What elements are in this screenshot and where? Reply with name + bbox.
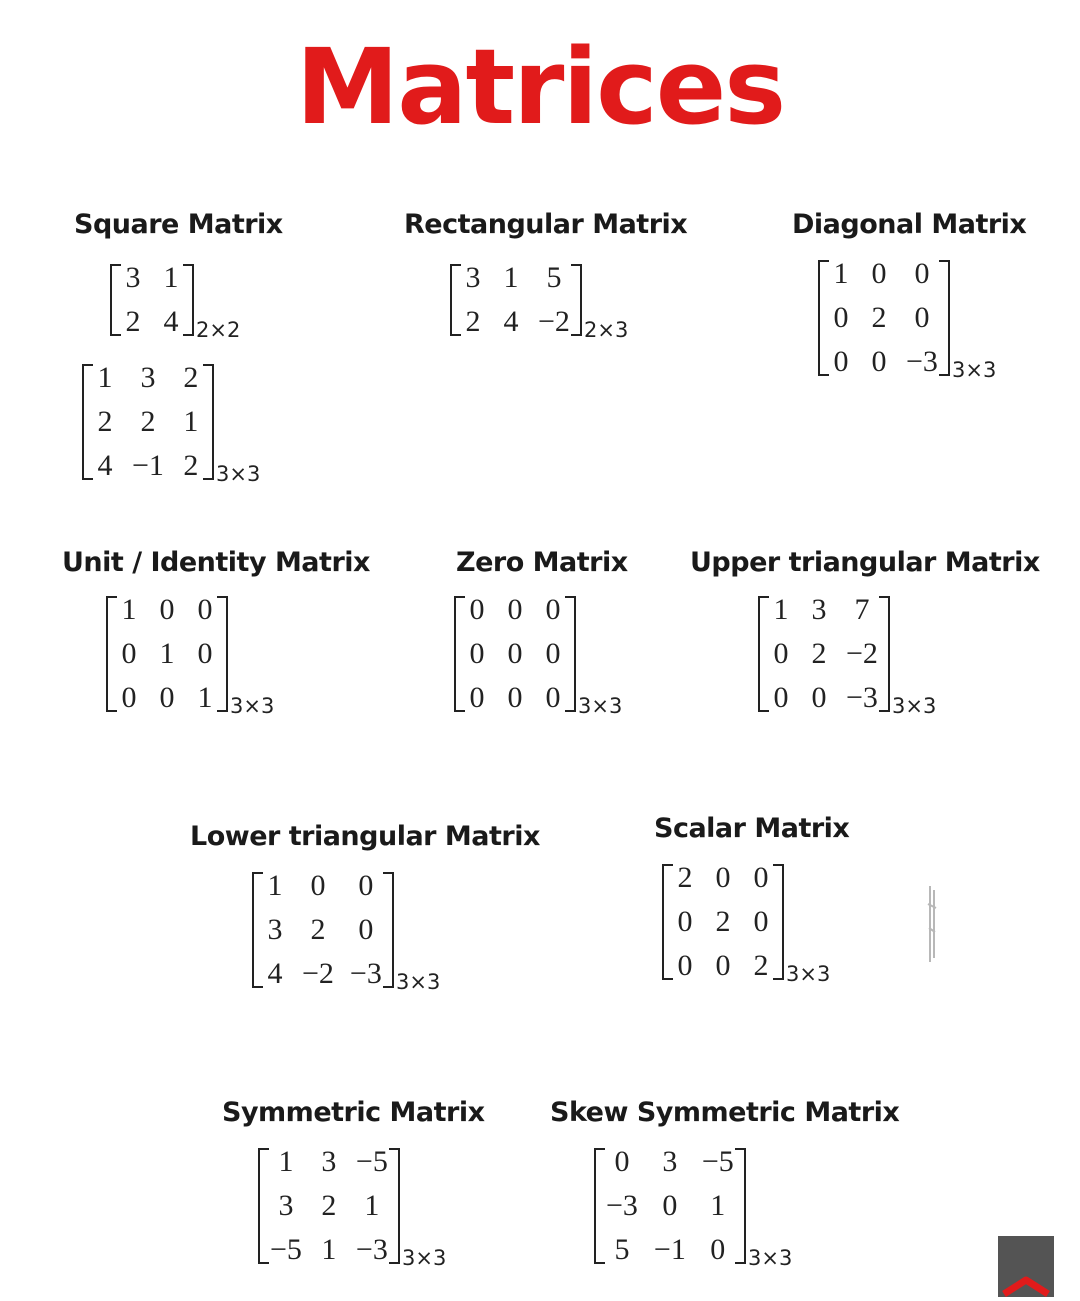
matrix-cell: 1 (710, 1189, 726, 1222)
matrix-cell: 0 (677, 949, 693, 982)
matrix-dimension: 3×3 (748, 1246, 793, 1270)
matrix-cell: 7 (854, 593, 870, 626)
heading-rectangular-matrix: Rectangular Matrix (404, 209, 688, 240)
matrix-cell: 2 (125, 305, 141, 338)
matrix-cell: 0 (159, 681, 175, 714)
heading-lower-triangular-matrix: Lower triangular Matrix (190, 821, 540, 852)
matrix-cell: 1 (833, 257, 849, 290)
matrix-rectangular-2x3 (454, 256, 629, 348)
heading-skew-symmetric-matrix: Skew Symmetric Matrix (550, 1097, 900, 1128)
matrix-cell: 1 (97, 361, 113, 394)
matrix-cell: 0 (545, 637, 561, 670)
matrix-cell: 0 (753, 861, 769, 894)
heading-diagonal-matrix: Diagonal Matrix (792, 209, 1027, 240)
matrix-cell: 0 (871, 257, 887, 290)
matrix-cell: 0 (914, 301, 930, 334)
matrix-cell: 2 (811, 637, 827, 670)
matrix-cell: 0 (469, 681, 485, 714)
matrix-cell: 0 (715, 949, 731, 982)
matrix-cell: −5 (270, 1233, 302, 1266)
matrix-cell: 0 (121, 637, 137, 670)
matrix-cell: −3 (606, 1189, 638, 1222)
matrix-cell: 0 (614, 1145, 630, 1178)
matrix-dimension: 3×3 (402, 1246, 447, 1270)
matrix-cell: −2 (302, 957, 334, 990)
matrix-dimension: 3×3 (786, 962, 831, 986)
matrix-cell: 0 (121, 681, 137, 714)
matrix-cell: 0 (159, 593, 175, 626)
heading-symmetric-matrix: Symmetric Matrix (222, 1097, 485, 1128)
matrix-cell: 0 (811, 681, 827, 714)
matrix-cell: 1 (159, 637, 175, 670)
matrix-cell: 0 (914, 257, 930, 290)
matrix-cell: −3 (349, 957, 382, 990)
matrix-square-2x2 (114, 256, 241, 348)
heading-upper-triangular-matrix: Upper triangular Matrix (690, 547, 1040, 578)
matrix-cell: 0 (773, 681, 789, 714)
matrix-brackets (454, 256, 578, 344)
matrix-brackets (86, 356, 210, 488)
matrix-cell: 2 (97, 405, 113, 438)
matrix-cell: −3 (906, 345, 938, 378)
matrix-cell: 3 (125, 261, 141, 294)
matrix-cell: −2 (846, 637, 878, 670)
matrix-cell: 5 (614, 1233, 630, 1266)
matrix-cell: 1 (773, 593, 789, 626)
matrix-diagonal-3x3 (822, 252, 997, 388)
heading-zero-matrix: Zero Matrix (456, 547, 628, 578)
matrix-cell: 0 (753, 905, 769, 938)
matrix-dimension: 3×3 (952, 358, 997, 382)
matrix-skew-symmetric-3x3 (598, 1140, 793, 1276)
matrix-brackets (762, 588, 886, 720)
matrix-cell: 0 (545, 593, 561, 626)
heading-identity-matrix: Unit / Identity Matrix (62, 547, 370, 578)
matrix-cell: 0 (833, 345, 849, 378)
matrix-cell: 0 (197, 593, 213, 626)
matrix-cell: 0 (358, 869, 374, 902)
matrix-scalar-3x3 (666, 856, 831, 992)
matrix-brackets (114, 256, 190, 344)
matrix-cell: 0 (310, 869, 326, 902)
matrix-cell: −2 (538, 305, 570, 338)
matrix-square-3x3 (86, 356, 261, 492)
matrix-cell: 4 (97, 449, 113, 482)
matrix-brackets (458, 588, 572, 720)
matrix-cell: −5 (701, 1145, 734, 1178)
matrix-cell: 0 (715, 861, 731, 894)
matrix-cell: 3 (662, 1145, 678, 1178)
matrix-cell: 1 (278, 1145, 294, 1178)
matrix-cell: 0 (662, 1189, 678, 1222)
matrix-cell: 3 (321, 1145, 337, 1178)
matrix-cell: 4 (267, 957, 283, 990)
matrix-cell: 2 (677, 861, 693, 894)
matrix-symmetric-3x3 (262, 1140, 447, 1276)
matrix-cell: 1 (197, 681, 213, 714)
matrix-cell: 0 (469, 637, 485, 670)
matrix-cell: 4 (503, 305, 519, 338)
matrix-cell: 2 (140, 405, 156, 438)
matrix-cell: 1 (364, 1189, 380, 1222)
matrix-upper-triangular-3x3 (762, 588, 937, 724)
matrix-cell: −1 (132, 449, 164, 482)
page-title: Matrices (295, 26, 785, 148)
matrix-cell: −5 (355, 1145, 388, 1178)
matrix-cell: 2 (321, 1189, 337, 1222)
matrix-dimension: 3×3 (396, 970, 441, 994)
matrix-cell: −3 (846, 681, 878, 714)
matrix-dimension: 3×3 (578, 694, 623, 718)
matrix-cell: 2 (753, 949, 769, 982)
matrix-cell: 5 (546, 261, 562, 294)
matrix-dimension: 3×3 (216, 462, 261, 486)
matrix-cell: 3 (140, 361, 156, 394)
matrix-brackets (262, 1140, 396, 1272)
matrix-dimension: 3×3 (892, 694, 937, 718)
matrix-zero-3x3 (458, 588, 623, 724)
matrix-cell: 2 (183, 361, 199, 394)
smudge-mark (922, 884, 942, 964)
matrix-cell: 0 (507, 681, 523, 714)
matrix-cell: 0 (677, 905, 693, 938)
matrix-cell: 0 (197, 637, 213, 670)
matrix-brackets (256, 864, 390, 996)
matrix-identity-3x3 (110, 588, 275, 724)
matrix-brackets (822, 252, 946, 384)
matrix-cell: 0 (469, 593, 485, 626)
matrix-cell: 0 (507, 593, 523, 626)
matrix-dimension: 2×3 (584, 318, 629, 342)
matrix-cell: 0 (710, 1233, 726, 1266)
heading-square-matrix: Square Matrix (74, 209, 283, 240)
matrix-cell: 2 (465, 305, 481, 338)
matrix-cell: 1 (121, 593, 137, 626)
matrix-brackets (110, 588, 224, 720)
matrix-lower-triangular-3x3 (256, 864, 441, 1000)
matrix-cell: 0 (833, 301, 849, 334)
chevron-up-icon (998, 1236, 1054, 1297)
matrix-cell: −1 (653, 1233, 686, 1266)
matrix-brackets (598, 1140, 742, 1272)
matrix-cell: 3 (278, 1189, 294, 1222)
matrix-cell: 0 (773, 637, 789, 670)
matrix-cell: 2 (183, 449, 199, 482)
matrix-cell: 1 (267, 869, 283, 902)
matrix-dimension: 2×2 (196, 318, 241, 342)
matrix-cell: 0 (358, 913, 374, 946)
matrix-cell: 1 (183, 405, 199, 438)
matrix-cell: 1 (503, 261, 519, 294)
heading-scalar-matrix: Scalar Matrix (654, 813, 850, 844)
matrix-cell: 2 (871, 301, 887, 334)
matrix-cell: 3 (267, 913, 283, 946)
matrix-cell: 3 (465, 261, 481, 294)
matrix-cell: 1 (321, 1233, 337, 1266)
matrix-cell: 1 (163, 261, 179, 294)
scroll-top-button[interactable] (998, 1236, 1054, 1297)
matrix-cell: 3 (811, 593, 827, 626)
matrix-cell: 2 (310, 913, 326, 946)
matrix-brackets (666, 856, 780, 988)
matrix-cell: 0 (871, 345, 887, 378)
matrix-dimension: 3×3 (230, 694, 275, 718)
matrix-cell: 4 (163, 305, 179, 338)
matrix-cell: 0 (507, 637, 523, 670)
matrix-cell: 2 (715, 905, 731, 938)
matrix-cell: 0 (545, 681, 561, 714)
matrix-cell: −3 (355, 1233, 388, 1266)
